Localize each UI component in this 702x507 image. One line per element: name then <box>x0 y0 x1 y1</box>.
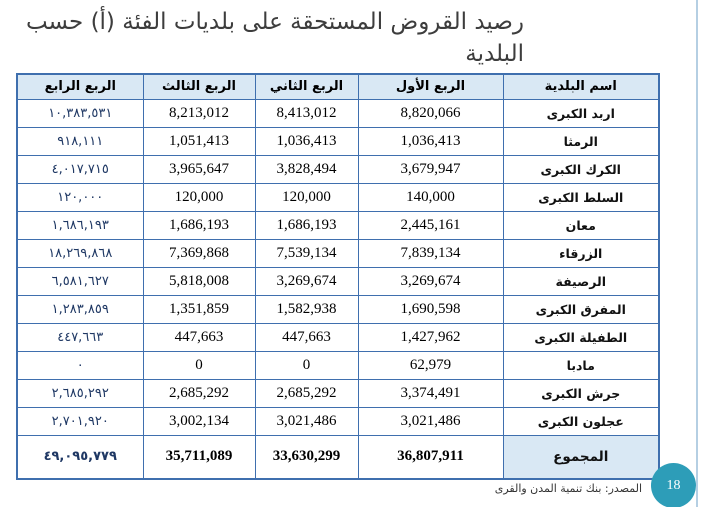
total-q3: 35,711,089 <box>143 435 255 479</box>
q4-value: ٢,٧٠١,٩٢٠ <box>17 407 143 435</box>
municipality-name: الزرقاء <box>503 239 659 267</box>
q2-value: 8,413,012 <box>255 99 358 127</box>
q1-value: 2,445,161 <box>358 211 503 239</box>
q3-value: 8,213,012 <box>143 99 255 127</box>
right-edge-rule <box>696 0 698 507</box>
table-row <box>17 351 659 379</box>
q2-value: 1,582,938 <box>255 295 358 323</box>
table-row <box>17 183 659 211</box>
municipality-name: الطفيلة الكبرى <box>503 323 659 351</box>
q3-value: 1,686,193 <box>143 211 255 239</box>
q4-value: ١٨,٢٦٩,٨٦٨ <box>17 239 143 267</box>
q3-value: 5,818,008 <box>143 267 255 295</box>
q3-value: 0 <box>143 351 255 379</box>
q1-value: 62,979 <box>358 351 503 379</box>
table-body <box>17 99 659 435</box>
table-row <box>17 379 659 407</box>
municipality-name: المفرق الكبرى <box>503 295 659 323</box>
q1-value: 1,427,962 <box>358 323 503 351</box>
q3-value: 7,369,868 <box>143 239 255 267</box>
q2-value: 0 <box>255 351 358 379</box>
municipality-name: اربد الكبرى <box>503 99 659 127</box>
municipality-name: جرش الكبرى <box>503 379 659 407</box>
q1-value: 3,021,486 <box>358 407 503 435</box>
municipality-name: مادبا <box>503 351 659 379</box>
page-title: رصيد القروض المستحقة على بلديات الفئة (أ) حسب البلدية <box>25 9 524 68</box>
q3-value: 2,685,292 <box>143 379 255 407</box>
total-q4: ٤٩,٠٩٥,٧٧٩ <box>17 435 143 479</box>
q2-value: 120,000 <box>255 183 358 211</box>
municipality-name: الكرك الكبرى <box>503 155 659 183</box>
q3-value: 1,351,859 <box>143 295 255 323</box>
q2-value: 447,663 <box>255 323 358 351</box>
q4-value: ١٠,٣٨٣,٥٣١ <box>17 99 143 127</box>
q4-value: ٤,٠١٧,٧١٥ <box>17 155 143 183</box>
q3-value: 447,663 <box>143 323 255 351</box>
q2-value: 2,685,292 <box>255 379 358 407</box>
q1-value: 3,269,674 <box>358 267 503 295</box>
municipality-name: معان <box>503 211 659 239</box>
col-header-q2: الربع الثاني <box>255 74 358 99</box>
table-header-row <box>17 74 659 99</box>
q3-value: 1,051,413 <box>143 127 255 155</box>
source-note: المصدر: بنك تنمية المدن والقرى <box>494 482 642 495</box>
total-q1: 36,807,911 <box>358 435 503 479</box>
q4-value: ٩١٨,١١١ <box>17 127 143 155</box>
q1-value: 3,679,947 <box>358 155 503 183</box>
q1-value: 1,036,413 <box>358 127 503 155</box>
table-row <box>17 407 659 435</box>
q2-value: 1,686,193 <box>255 211 358 239</box>
q2-value: 3,269,674 <box>255 267 358 295</box>
table-row <box>17 211 659 239</box>
loans-table <box>16 73 660 480</box>
q4-value: ٠ <box>17 351 143 379</box>
q4-value: ٦,٥٨١,٦٢٧ <box>17 267 143 295</box>
q1-value: 7,839,134 <box>358 239 503 267</box>
municipality-name: عجلون الكبرى <box>503 407 659 435</box>
q3-value: 3,002,134 <box>143 407 255 435</box>
table-row <box>17 127 659 155</box>
municipality-name: الرمثا <box>503 127 659 155</box>
table-row <box>17 155 659 183</box>
table-row <box>17 295 659 323</box>
q2-value: 3,828,494 <box>255 155 358 183</box>
q1-value: 140,000 <box>358 183 503 211</box>
q4-value: ١,٢٨٣,٨٥٩ <box>17 295 143 323</box>
col-header-q1: الربع الأول <box>358 74 503 99</box>
table-row <box>17 239 659 267</box>
page-number: 18 <box>666 477 681 493</box>
q1-value: 8,820,066 <box>358 99 503 127</box>
q3-value: 120,000 <box>143 183 255 211</box>
col-header-q4: الربع الرابع <box>17 74 143 99</box>
total-q2: 33,630,299 <box>255 435 358 479</box>
total-label: المجموع <box>503 435 659 479</box>
q2-value: 7,539,134 <box>255 239 358 267</box>
q3-value: 3,965,647 <box>143 155 255 183</box>
q4-value: ٢,٦٨٥,٢٩٢ <box>17 379 143 407</box>
municipality-name: السلط الكبرى <box>503 183 659 211</box>
table-row <box>17 323 659 351</box>
col-header-municipality: اسم البلدية <box>503 74 659 99</box>
q4-value: ١,٦٨٦,١٩٣ <box>17 211 143 239</box>
q4-value: ١٢٠,٠٠٠ <box>17 183 143 211</box>
page-number-badge <box>651 463 696 507</box>
table-row <box>17 267 659 295</box>
table-row <box>17 99 659 127</box>
q1-value: 1,690,598 <box>358 295 503 323</box>
municipality-name: الرصيفة <box>503 267 659 295</box>
q1-value: 3,374,491 <box>358 379 503 407</box>
q4-value: ٤٤٧,٦٦٣ <box>17 323 143 351</box>
q2-value: 3,021,486 <box>255 407 358 435</box>
col-header-q3: الربع الثالث <box>143 74 255 99</box>
q2-value: 1,036,413 <box>255 127 358 155</box>
table-total-row <box>17 435 659 479</box>
